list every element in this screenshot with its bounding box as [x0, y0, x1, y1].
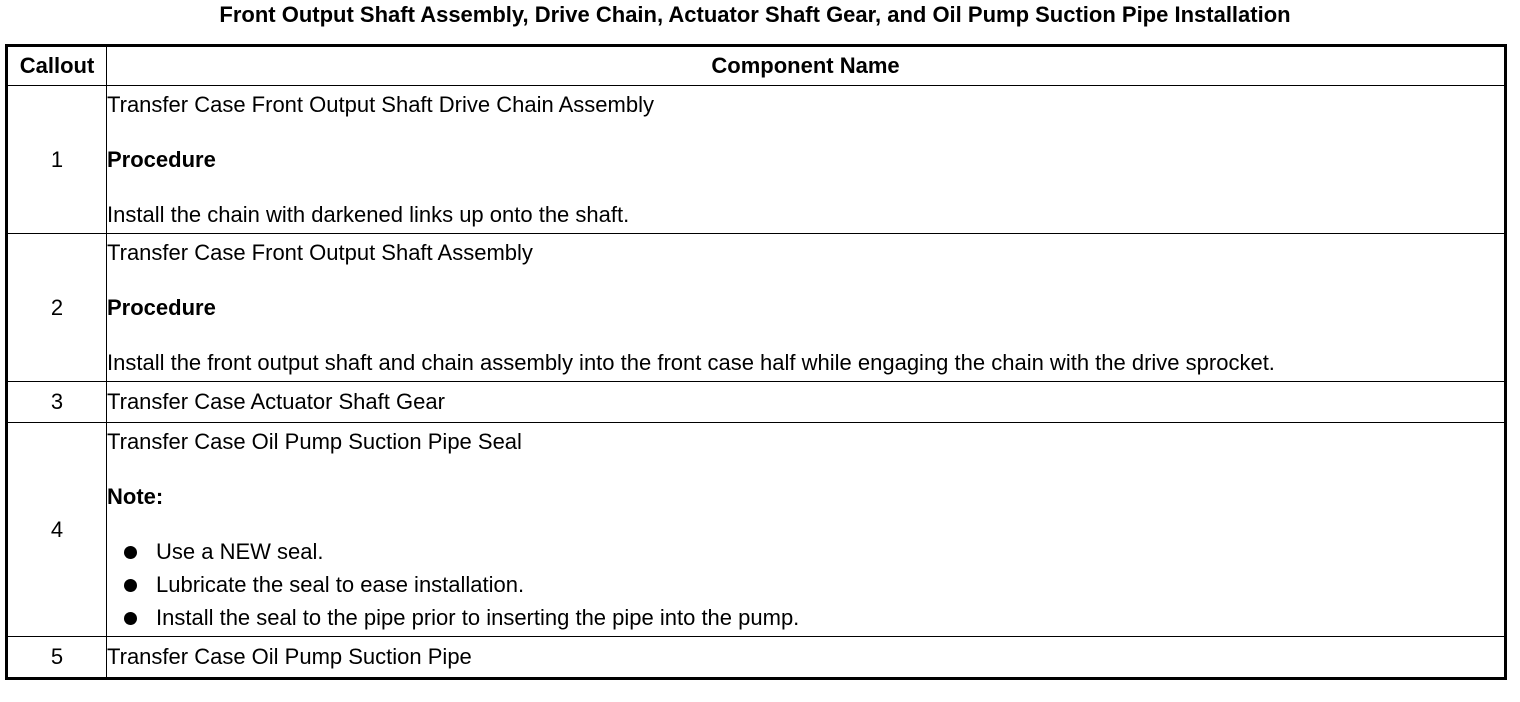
- callout-number: 1: [7, 86, 107, 234]
- list-item-text: Use a NEW seal.: [156, 539, 324, 564]
- list-item-text: Install the seal to the pipe prior to inserting the pipe into the pump.: [156, 605, 800, 630]
- component-cell: [107, 86, 1506, 234]
- callout-number: 3: [7, 382, 107, 423]
- callout-number: 5: [7, 637, 107, 679]
- bullet-icon: [124, 612, 137, 625]
- note-heading: Note:: [107, 484, 164, 509]
- list-item: [107, 574, 1504, 596]
- component-cell: [107, 423, 1506, 637]
- table-row: [7, 86, 1506, 234]
- component-name: Transfer Case Front Output Shaft Assembly: [107, 240, 533, 265]
- bullet-icon: [124, 546, 137, 559]
- procedure-heading: Procedure: [107, 295, 216, 320]
- procedure-heading: Procedure: [107, 147, 216, 172]
- list-item: [107, 541, 1504, 563]
- bullet-icon: [124, 579, 137, 592]
- table-row: [7, 423, 1506, 637]
- component-name: Transfer Case Front Output Shaft Drive Chain Assembly: [107, 92, 654, 117]
- procedure-text: Install the front output shaft and chain assembly into the front case half while engaging the chain with the drive sprocket.: [107, 350, 1275, 375]
- callout-column-header: Callout: [7, 46, 107, 86]
- component-table: [5, 44, 1507, 680]
- component-name: Transfer Case Oil Pump Suction Pipe: [107, 637, 1506, 679]
- list-item-text: Lubricate the seal to ease installation.: [156, 572, 525, 597]
- page-title: Front Output Shaft Assembly, Drive Chain, Actuator Shaft Gear, and Oil Pump Suction Pipe Installation: [219, 2, 1291, 27]
- component-name: Transfer Case Actuator Shaft Gear: [107, 382, 1506, 423]
- list-item: [107, 607, 1504, 629]
- callout-number: 4: [7, 423, 107, 637]
- component-cell: [107, 234, 1506, 382]
- table-header-row: [7, 46, 1506, 86]
- callout-number: 2: [7, 234, 107, 382]
- note-list: [107, 508, 1504, 636]
- table-row: [7, 382, 1506, 423]
- procedure-text: Install the chain with darkened links up onto the shaft.: [107, 202, 630, 227]
- table-row: [7, 637, 1506, 679]
- table-row: [7, 234, 1506, 382]
- component-name: Transfer Case Oil Pump Suction Pipe Seal: [107, 429, 522, 454]
- component-column-header: Component Name: [107, 46, 1506, 86]
